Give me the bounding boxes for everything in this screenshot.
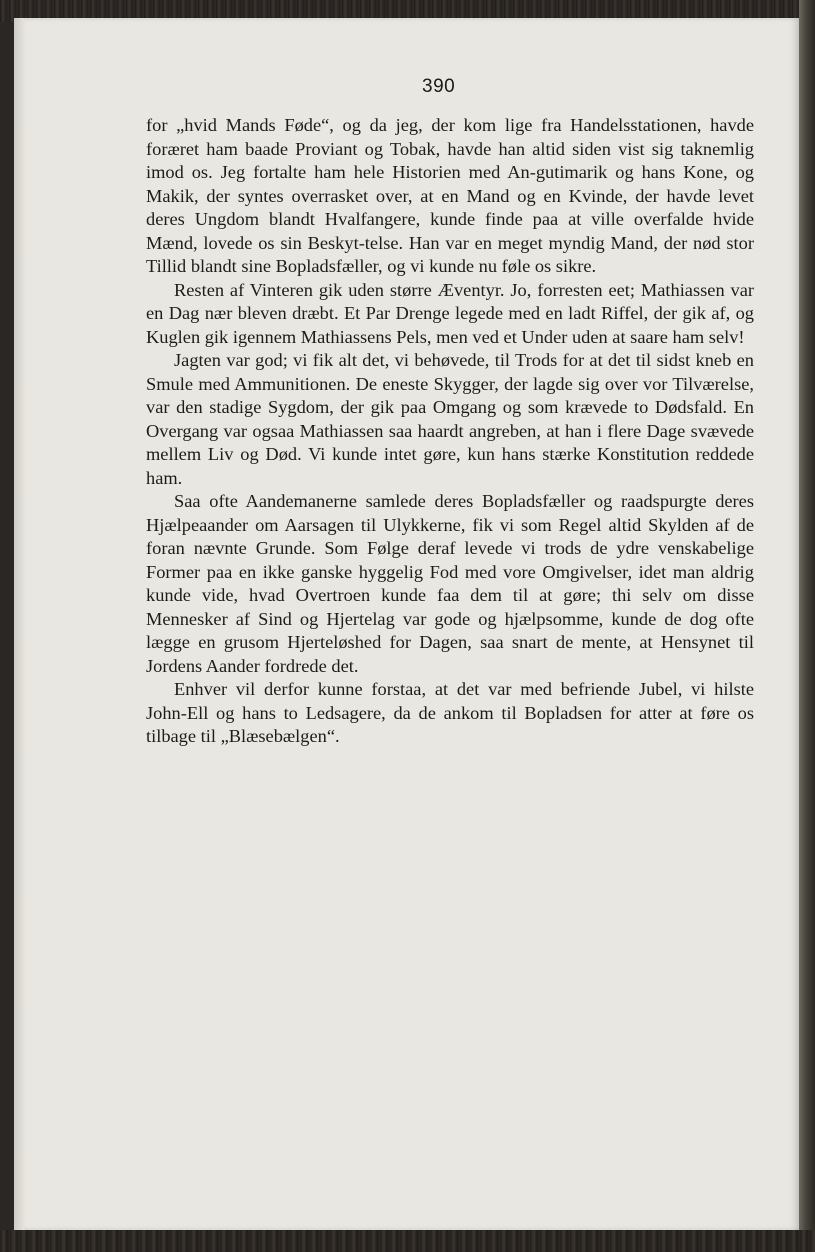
scan-bottom-border — [0, 1230, 815, 1252]
page-binding-edge — [14, 18, 24, 1230]
page-body-text — [146, 114, 754, 749]
page-number: 390 — [422, 76, 456, 97]
paragraph-4: Saa ofte Aandemanerne samlede deres Bopladsfæller og raadspurgte deres Hjælpeaander om Aarsagen til Ulykkerne, fik vi som Regel altid Skylden af de foran nævnte Grunde. Som Følge deraf levede vi trods de ydre venskabelige Former paa en ikke ganske hyggelig Fod med vore Omgivelser, idet man aldrig kunde vide, hvad Overtroen kunde faa dem til at gøre; thi selv om disse Mennesker af Sind og Hjertelag var gode og hjælpsomme, kunde de dog ofte lægge en grusom Hjerteløshed for Dagen, saa snart de mente, at Hensynet til Jordens Aander fordrede det. — [146, 491, 754, 676]
paragraph-5: Enhver vil derfor kunne forstaa, at det var med befriende Jubel, vi hilste John‑Ell og hans to Ledsagere, da de ankom til Bopladsen for atter at føre os tilbage til „Blæsebælgen“. — [146, 679, 754, 746]
scan-right-border — [799, 0, 815, 1252]
paragraph-2: Resten af Vinteren gik uden større Æventyr. Jo, forresten eet; Mathiassen var en Dag nær bleven dræbt. Et Par Drenge legede med en ladt Riffel, der gik af, og Kuglen gik igennem Mathiassens Pels, men ved et Under uden at saare ham selv! — [146, 279, 754, 347]
paragraph-1: for „hvid Mands Føde“, og da jeg, der kom lige fra Handelsstationen, havde foræret ham baade Proviant og Tobak, havde han altid siden vist sig taknemlig imod os. Jeg fortalte ham hele Historien med An‑gutimarik og hans Kone, og Makik, der syntes overrasket over, at en Mand og en Kvinde, der havde levet deres Ungdom blandt Hvalfangere, kunde finde paa at ville overfalde hvide Mænd, lovede os sin Beskyt‑telse. Han var en meget myndig Mand, der nød stor Tillid blandt sine Bopladsfæller, og vi kunde nu føle os sikre. — [146, 115, 754, 276]
paragraph-3: Jagten var god; vi fik alt det, vi behøvede, til Trods for at det til sidst kneb en Smule med Ammunitionen. De eneste Skygger, der lagde sig over vor Tilværelse, var den stadige Sygdom, der gik paa Omgang og som krævede to Dødsfald. En Overgang var ogsaa Mathiassen saa haardt angreben, at han i flere Dage svævede mellem Liv og Død. Vi kunde intet gøre, kun hans stærke Konstitution reddede ham. — [146, 350, 754, 488]
